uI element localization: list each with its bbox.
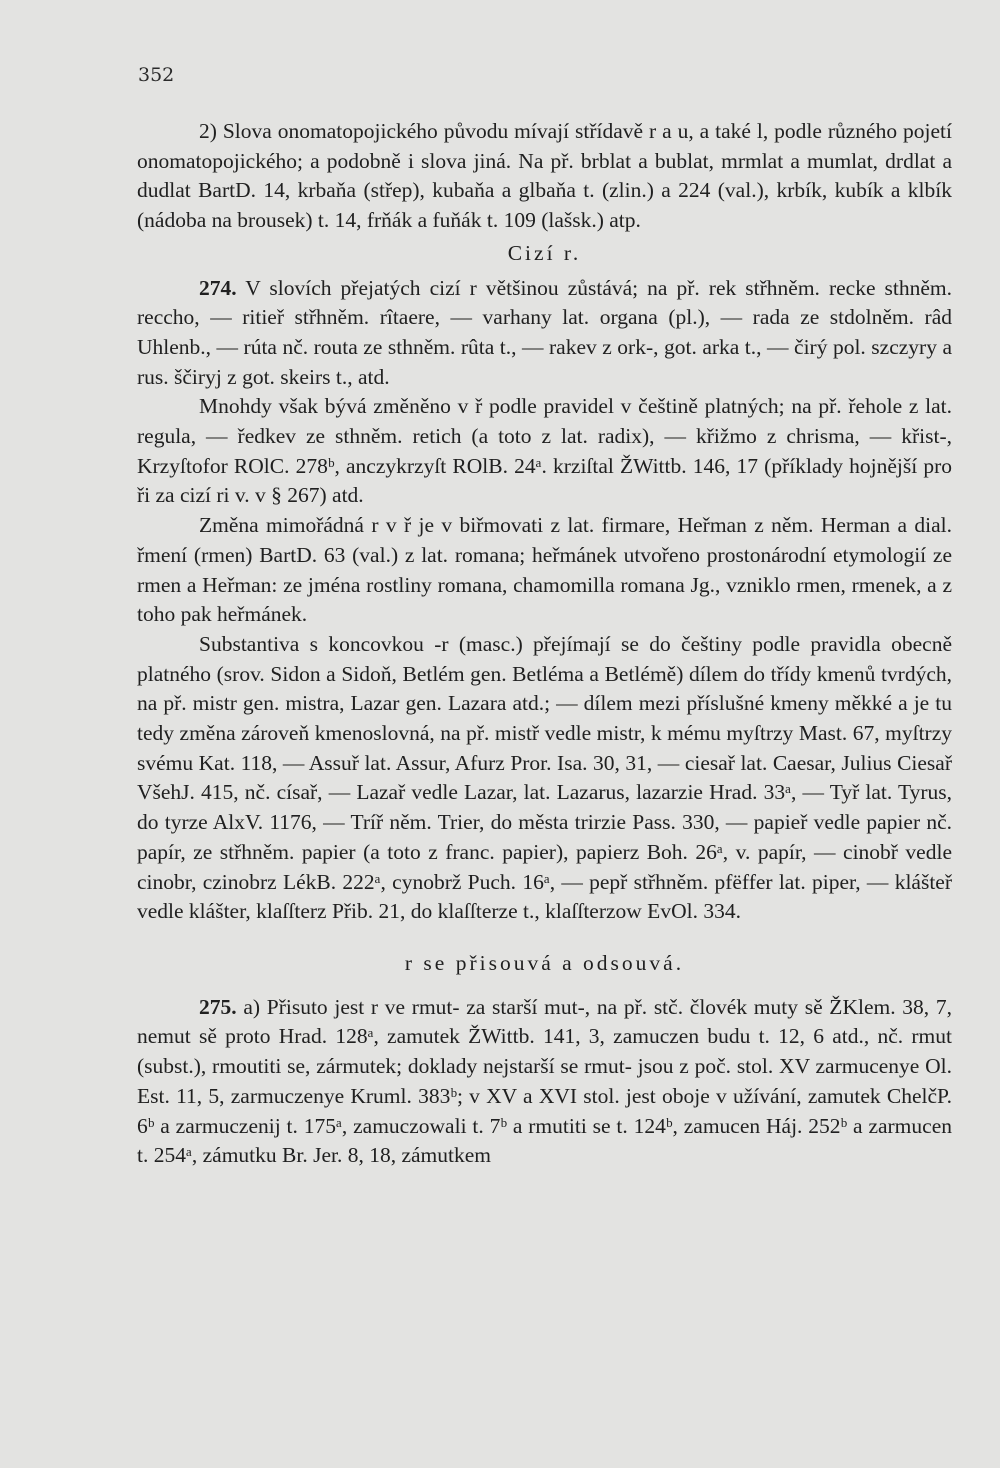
paragraph-275-text: a) Přisuto jest r ve rmut- za starší mut-, na př. stč. človék muty sě ŽKlem. 38, 7, nemut sě proto Hrad. 128ᵃ, zamutek ŽWittb. 141, 3, zamuczen budu t. 12, 6 atd., nč. rmut (subst.), rmoutiti se, zármutek; doklady nejstarší se rmut- jsou z poč. stol. XV zarmucenye Ol. Est. 11, 5, zarmuczenye Kruml. 383ᵇ; v XV a XVI stol. jest oboje v užívání, zamutek ChelčP. 6ᵇ a zarmuczenij t. 175ᵃ, zamuczowali t. 7ᵇ a rmutiti se t. 124ᵇ, zamucen Háj. 252ᵇ a zarmucen t. 254ᵃ, zámutku Br. Jer. 8, 18, zámutkem	[137, 994, 952, 1168]
section-heading-r-added-removed: r se přisouvá a odsouvá.	[404, 950, 685, 975]
paragraph-onomatopoeic-words: 2) Slova onomatopojického původu mívají střídavě r a u, a také l, podle různého pojetí onomatopojického; a podobně i slova jiná. Na př. brblat a bublat, mrmlat a mumlat, drdlat a dudlat BartD. 14, krbaňa (střep), kubaňa a glbaňa t. (zlin.) a 224 (val.), krbík, kubík a klbík (nádoba na brousek) t. 14, frňák a fuňák t. 109 (lašsk.) atp.	[137, 119, 952, 233]
section-number-275: 275.	[199, 994, 237, 1019]
paragraph-substantives: Substantiva s koncovkou -r (masc.) přejímají se do češtiny podle pravidla obecně platného (srov. Sidon a Sidoň, Betlém gen. Betléma a Betlémě) dílem do třídy kmenů tvrdých, na př. mistr gen. mistra, Lazar gen. Lazara atd.; — dílem mezi příslušné kmeny měkké a je tu tedy změna zároveň kmenoslovná, na př. mistř vedle mistr, k mému myſtrzy Mast. 67, myſtrzy svému Kat. 118, — Assuř lat. Assur, Afurz Pror. Isa. 30, 31, — ciesař lat. Caesar, Julius Ciesař VšehJ. 415, nč. císař, — Lazař vedle Lazar, lat. Lazarus, lazarzie Hrad. 33ᵃ, — Tyř lat. Tyrus, do tyrze AlxV. 1176, — Tríř něm. Trier, do města trirzie Pass. 330, — papieř vedle papier nč. papír, ze střhněm. papier (a toto z franc. papier), papierz Boh. 26ᵃ, v. papír, — cinobř vedle cinobr, czinobrz LékB. 222ᵃ, cynobrž Puch. 16ᵃ, — pepř střhněm. pfëffer lat. piper, — klášteř vedle klášter, klaſſterz Přib. 21, do klaſſterze t., klaſſterzow EvOl. 334.	[137, 631, 952, 924]
paragraph-irregular-change: Změna mimořádná r v ř je v biřmovati z lat. firmare, Heřman z něm. Herman a dial. řmení (rmen) BartD. 63 (val.) z lat. romana; heřmánek utvořeno prostonárodní etymologií ze rmen a Heřman: ze jména rostliny romana, chamomilla romana Jg., vzniklo rmen, rmenek, a z toho pak heřmánek.	[137, 513, 952, 627]
paragraph-274-text: V slovích přejatých cizí r většinou zůstává; na př. rek střhněm. recke sthněm. reccho, — ritieř střhněm. rîtaere, — varhany lat. organa (pl.), — rada ze stdolněm. râd Uhlenb., — rúta nč. routa ze sthněm. rûta t., — rakev z ork-, got. arka t., — čirý pol. szczyry a rus. ščiryj z got. skeirs t., atd.	[137, 275, 952, 389]
page-body	[137, 117, 952, 1171]
paragraph-275	[137, 993, 952, 1171]
section-heading-foreign-r: Cizí r.	[507, 240, 582, 265]
paragraph-274	[137, 274, 952, 393]
section-number-274: 274.	[199, 275, 237, 300]
paragraph-change-to-r-caron: Mnohdy však bývá změněno v ř podle pravidel v češtině platných; na př. řehole z lat. regula, — ředkev ze sthněm. retich (a toto z lat. radix), — křižmo z chrisma, — křist-, Krzyſtofor ROlC. 278ᵇ, anczykrzyſt ROlB. 24ᵃ. krziſtal ŽWittb. 146, 17 (příklady hojnější pro ři za cizí ri v. v § 267) atd.	[137, 394, 952, 508]
page-number: 352	[138, 64, 175, 86]
